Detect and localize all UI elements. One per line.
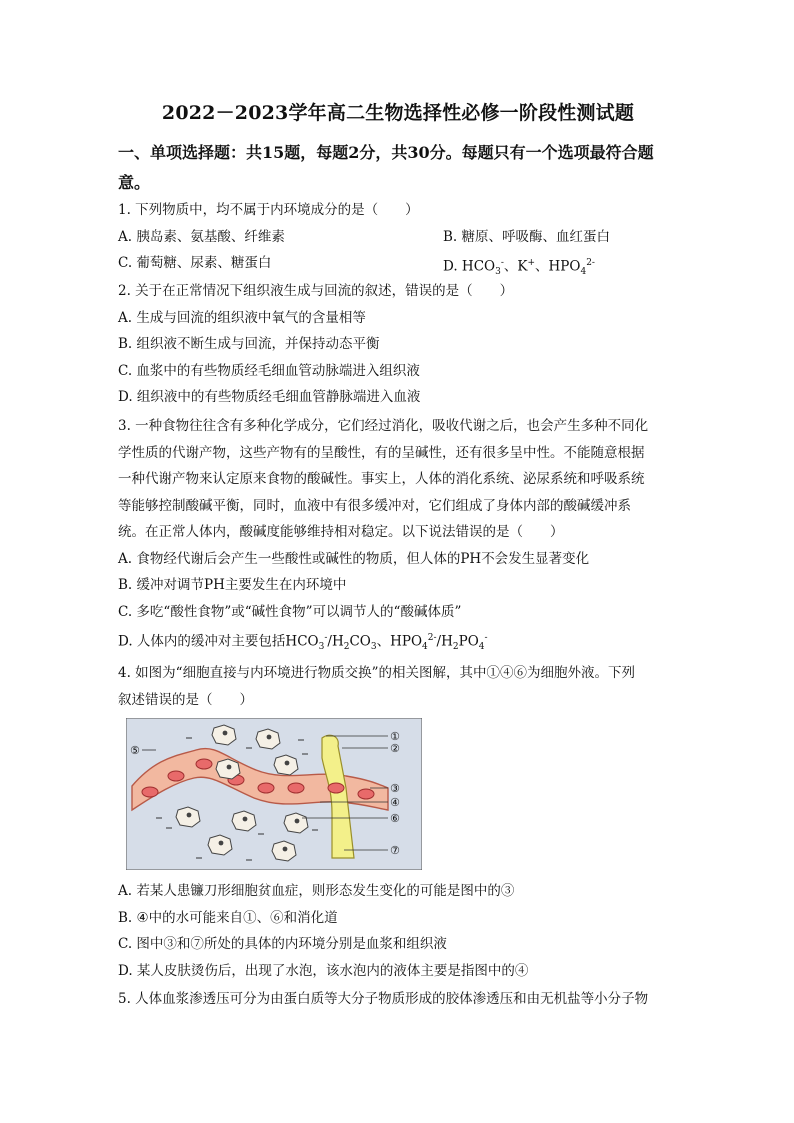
question-4-options: [118, 878, 678, 984]
question-4: [118, 660, 678, 713]
question-5-stem: 5. 人体血浆渗透压可分为由蛋白质等大分子物质形成的胶体渗透压和由无机盐等小分子物: [118, 991, 649, 1007]
figure-label-3: ③: [390, 782, 400, 795]
option-3d-text-5: /H: [436, 633, 453, 650]
question-1-stem: 1. 下列物质中，均不属于内环境成分的是（ ）: [118, 202, 419, 218]
question-5: [118, 986, 678, 1013]
question-2-stem: 2. 关于在正常情况下组织液生成与回流的叙述，错误的是（ ）: [118, 283, 514, 299]
option-4d: D. 某人皮肤烫伤后，出现了水泡，该水泡内的液体主要是指图中的④: [118, 962, 529, 979]
option-3d-text-1: D. 人体内的缓冲对主要包括HCO: [118, 633, 319, 650]
figure-label-7: ⑦: [390, 844, 400, 857]
question-1: [118, 197, 678, 286]
option-3d-sub-4: 4: [422, 642, 428, 653]
option-1d-text-3: 、HPO: [535, 258, 581, 275]
rbc: [358, 789, 374, 799]
rbc: [196, 759, 212, 769]
option-1d-sup-1: -: [500, 258, 504, 268]
question-2: [118, 278, 678, 411]
question-4-line-2: 叙述错误的是（ ）: [118, 691, 253, 708]
option-3d-text-4: 、HPO: [376, 633, 423, 650]
question-3-line-2: 学性质的代谢产物，这些产物有的呈酸性，有的呈碱性，还有很多呈中性。不能随意根据: [118, 444, 645, 461]
option-1d-text-1: D. HCO: [443, 258, 496, 275]
option-3d-sup-2: 2-: [427, 633, 437, 643]
option-1a: A. 胰岛素、氨基酸、纤维素: [118, 228, 285, 245]
page-title: 2022－2023学年高二生物选择性必修一阶段性测试题: [161, 102, 635, 124]
option-3d-sup-3: -: [484, 633, 488, 643]
question-1-row-ab: [118, 224, 678, 251]
option-3d-text-6: PO: [458, 633, 479, 650]
figure-label-6: ⑥: [390, 812, 400, 825]
rbc: [258, 783, 274, 793]
option-3d-sub-6: 4: [478, 642, 485, 653]
option-1d-sup-2: +: [527, 258, 536, 268]
option-3d-sub-1: 3: [318, 642, 325, 653]
question-4-line-1: 4. 如图为“细胞直接与内环境进行物质交换”的相关图解，其中①④⑥为细胞外液。下列: [118, 665, 635, 681]
option-2b: B. 组织液不断生成与回流，并保持动态平衡: [118, 336, 380, 352]
option-3c: C. 多吃“酸性食物”或“碱性食物”可以调节人的“酸碱体质”: [118, 603, 462, 620]
question-3-line-5: 统。在正常人体内，酸碱度能够维持相对稳定。以下说法错误的是（ ）: [118, 524, 564, 540]
option-3d: [118, 625, 678, 661]
option-4c: C. 图中③和⑦所处的具体的内环境分别是血浆和组织液: [118, 936, 447, 952]
figure-label-1: ①: [390, 730, 400, 743]
question-3-line-4: 等能够控制酸碱平衡，同时，血液中有很多缓冲对，它们组成了身体内部的酸碱缓冲系: [118, 497, 631, 514]
option-1d-sub-2: 4: [580, 267, 587, 278]
question-3-line-3: 一种代谢产物来认定原来食物的酸碱性。事实上，人体的消化系统、泌尿系统和呼吸系统: [118, 471, 645, 487]
option-1d-sup-3: 2-: [586, 258, 595, 268]
question-3-line-1: 3. 一种食物往往含有多种化学成分，它们经过消化，吸收代谢之后，也会产生多种不同化: [118, 418, 649, 434]
option-1b: B. 糖原、呼吸酶、血红蛋白: [443, 228, 611, 245]
figure-label-2: ②: [390, 742, 400, 755]
rbc: [142, 787, 158, 797]
rbc: [168, 771, 184, 781]
option-1d-sub-1: 3: [495, 267, 501, 278]
figure-label-4: ④: [390, 796, 400, 809]
option-3d-sub-5: 2: [452, 642, 459, 653]
option-4a: A. 若某人患镰刀形细胞贫血症，则形态发生变化的可能是图中的③: [118, 883, 515, 899]
option-2d: D. 组织液中的有些物质经毛细血管静脉端进入血液: [118, 389, 421, 405]
section-heading: 一、单项选择题：共15题，每题2分，共30分。每题只有一个选项最符合题意。: [118, 143, 654, 192]
option-3d-text-2: /H: [327, 633, 344, 650]
figure-label-5: ⑤: [130, 744, 140, 757]
option-1d-text-2: 、K: [503, 258, 528, 275]
option-3b: B. 缓冲对调节PH主要发生在内环境中: [118, 577, 347, 593]
option-3d-sub-2: 2: [343, 642, 350, 653]
option-1c: C. 葡萄糖、尿素、糖蛋白: [118, 255, 272, 271]
option-3d-sup-1: -: [324, 633, 328, 643]
option-2c: C. 血浆中的有些物质经毛细血管动脉端进入组织液: [118, 362, 420, 379]
rbc: [288, 783, 304, 793]
tissue-diagram: [126, 718, 422, 870]
option-4b: B. ④中的水可能来自①、⑥和消化道: [118, 909, 338, 926]
option-3d-sub-3: 3: [370, 642, 377, 653]
question-3: [118, 413, 678, 661]
rbc: [328, 783, 344, 793]
option-2a: A. 生成与回流的组织液中氧气的含量相等: [118, 309, 366, 326]
option-3a: A. 食物经代谢后会产生一些酸性或碱性的物质，但人体的PH不会发生显著变化: [118, 550, 590, 567]
option-3d-text-3: CO: [349, 633, 371, 650]
